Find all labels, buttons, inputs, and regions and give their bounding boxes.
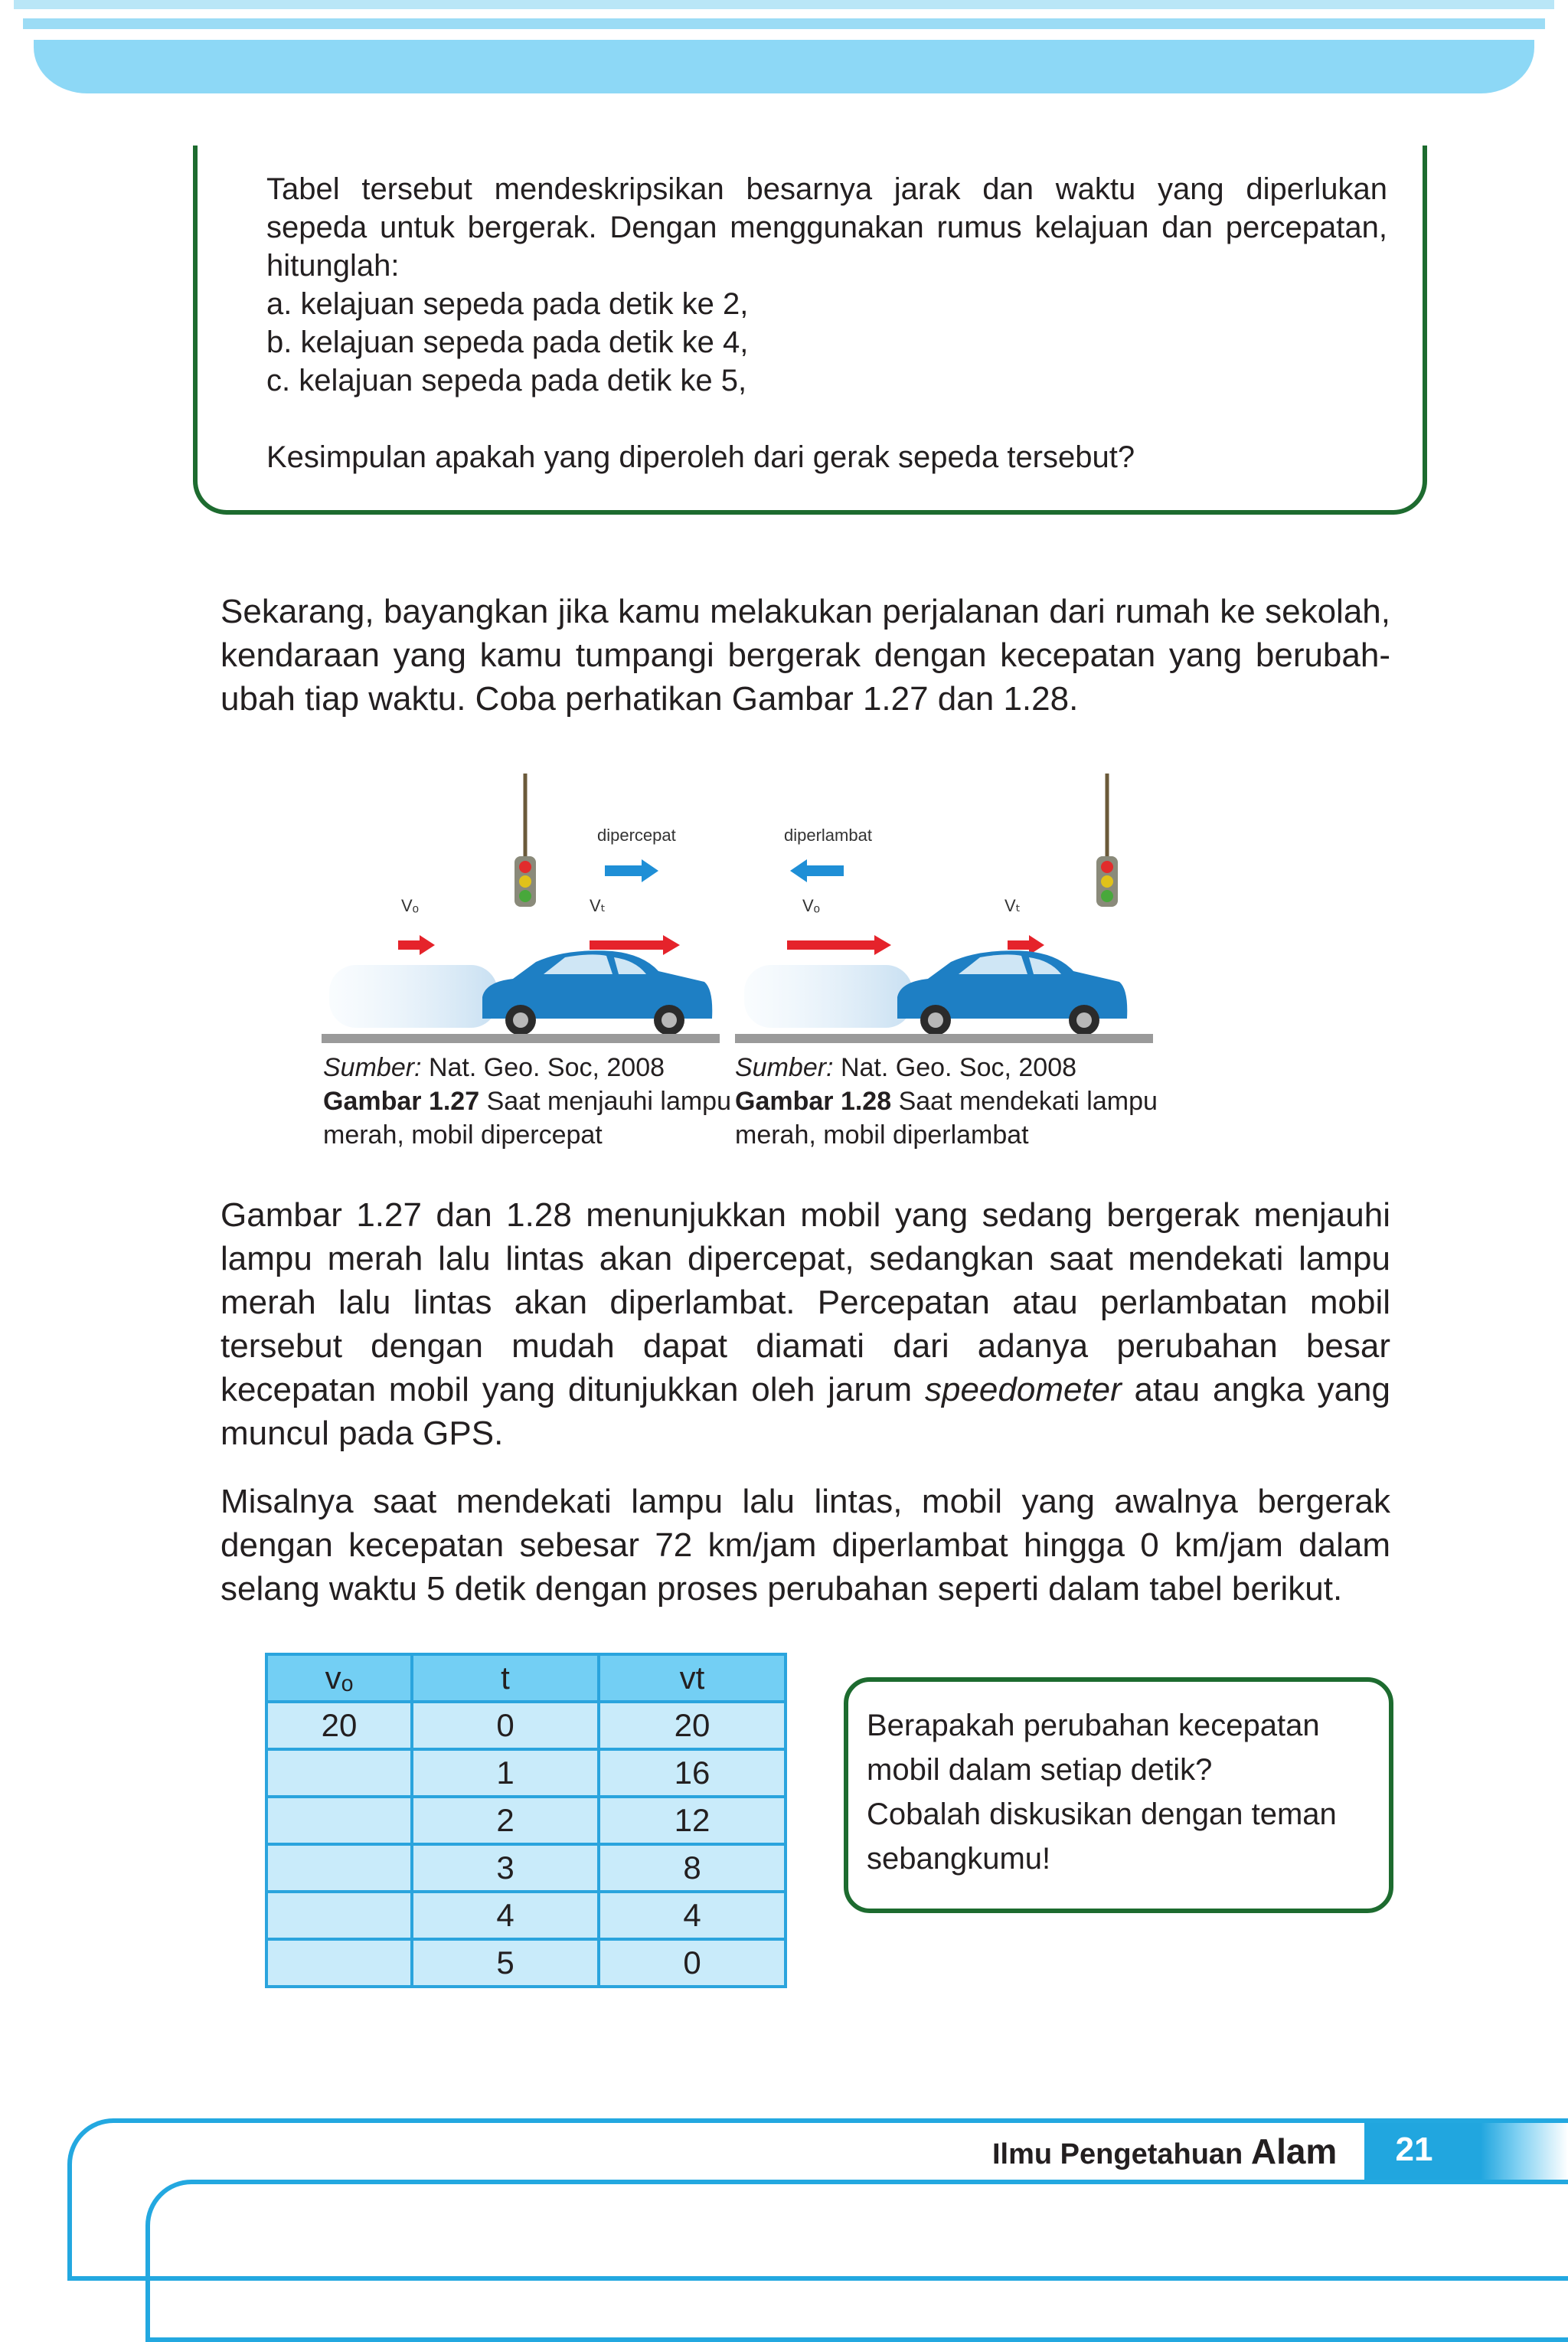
table-cell: [266, 1892, 412, 1939]
table-cell: [266, 1844, 412, 1892]
book-title-big: Alam: [1250, 2131, 1338, 2171]
activity-item: b. kelajuan sepeda pada detik ke 4,: [266, 325, 749, 359]
figure-1-28: [735, 774, 1153, 1049]
discussion-question: Berapakah perubahan kecepatan mobil dalam setiap detik?: [867, 1709, 1320, 1787]
label-v0: Vₒ: [401, 896, 419, 915]
table-cell: 20: [599, 1702, 786, 1749]
table-header-row: [266, 1654, 786, 1702]
explanation-text: [220, 1193, 1390, 1455]
velocity-table: [265, 1653, 787, 1988]
table-cell: 2: [412, 1797, 599, 1844]
page-number: 21: [1395, 2131, 1433, 2168]
label-v0: Vₒ: [802, 896, 820, 915]
label-vt: Vₜ: [590, 896, 606, 915]
table-row: [266, 1892, 786, 1939]
source-text: Nat. Geo. Soc, 2008: [840, 1053, 1077, 1082]
source-text: Nat. Geo. Soc, 2008: [428, 1053, 665, 1082]
table-cell: 20: [266, 1702, 412, 1749]
explanation-part: Gambar 1.27 dan 1.28 menunjukkan mobil yang sedang bergerak menjauhi lampu merah lalu lintas akan dipercepat, sedangkan saat mendekati lampu merah lalu lintas akan diperlambat. Percepatan atau perlambatan mobil tersebut dengan mudah dapat diamati dari adanya perubahan besar kecepatan mobil yang ditunjukkan oleh jarum: [220, 1196, 1390, 1408]
book-title-main: Ilmu Pengetahuan: [992, 2138, 1243, 2170]
header-stripe-middle: [23, 18, 1545, 29]
example-text: [220, 1480, 1390, 1611]
table-cell: 4: [599, 1892, 786, 1939]
label-vt: Vₜ: [1004, 896, 1021, 915]
book-title: [992, 2131, 1337, 2172]
traffic-light-icon: [514, 856, 536, 907]
source-prefix: Sumber:: [323, 1053, 422, 1082]
table-cell: 1: [412, 1749, 599, 1797]
activity-content: [266, 170, 1387, 476]
activity-question: Kesimpulan apakah yang diperoleh dari gerak sepeda tersebut?: [266, 440, 1135, 474]
header-band: [34, 40, 1534, 93]
table-cell: [266, 1939, 412, 1987]
table-cell: 16: [599, 1749, 786, 1797]
activity-item: a. kelajuan sepeda pada detik ke 2,: [266, 287, 749, 321]
table-cell: 12: [599, 1797, 786, 1844]
source-prefix: Sumber:: [735, 1053, 834, 1082]
caption-text: Saat menjauhi lampu merah, mobil dipercepat: [323, 1087, 731, 1150]
explanation-paragraph: [220, 1193, 1390, 1455]
table-cell: 5: [412, 1939, 599, 1987]
table-cell: [266, 1797, 412, 1844]
car-illustration: [322, 774, 1153, 1049]
intro-text: [220, 590, 1390, 721]
discussion-content: [867, 1703, 1372, 1881]
caption-label: Gambar 1.28: [735, 1087, 892, 1116]
footer-frame-inner: [145, 2180, 1568, 2342]
table-row: [266, 1939, 786, 1987]
table-cell: 4: [412, 1892, 599, 1939]
caption-label: Gambar 1.27: [323, 1087, 480, 1116]
speedometer-term: speedometer: [924, 1371, 1122, 1408]
table-cell: 8: [599, 1844, 786, 1892]
caption-1-27: [323, 1051, 752, 1152]
example-paragraph: Misalnya saat mendekati lampu lalu lintas, mobil yang awalnya bergerak dengan kecepatan sebesar 72 km/jam diperlambat hingga 0 km/jam dalam selang waktu 5 detik dengan proses perubahan seperti dalam tabel berikut.: [220, 1483, 1390, 1608]
activity-paragraph: Tabel tersebut mendeskripsikan besarnya jarak dan waktu yang diperlukan sepeda untuk bergerak. Dengan menggunakan rumus kelajuan dan percepatan, hitunglah:: [266, 172, 1387, 283]
traffic-light-icon: [1096, 856, 1118, 907]
table-cell: 3: [412, 1844, 599, 1892]
table-row: [266, 1749, 786, 1797]
table-row: [266, 1702, 786, 1749]
discussion-prompt: Cobalah diskusikan dengan teman sebangkumu!: [867, 1797, 1337, 1876]
table-cell: 0: [412, 1702, 599, 1749]
table-cell: [266, 1749, 412, 1797]
table-cell: 0: [599, 1939, 786, 1987]
table-row: [266, 1844, 786, 1892]
table-row: [266, 1797, 786, 1844]
header-t: t: [412, 1654, 599, 1702]
label-diperlambat: diperlambat: [784, 826, 872, 845]
figure-1-27: [322, 774, 720, 1049]
caption-text: Saat mendekati lampu merah, mobil diperlambat: [735, 1087, 1158, 1150]
intro-paragraph: Sekarang, bayangkan jika kamu melakukan perjalanan dari rumah ke sekolah, kendaraan yang kamu tumpangi bergerak dengan kecepatan yang berubah-ubah tiap waktu. Coba perhatikan Gambar 1.27 dan 1.28.: [220, 593, 1390, 718]
header-stripe-top: [14, 0, 1554, 9]
activity-item: c. kelajuan sepeda pada detik ke 5,: [266, 364, 747, 397]
header-vt: vt: [599, 1654, 786, 1702]
explanation-part: atau angka yang muncul pada GPS.: [220, 1371, 1391, 1452]
caption-1-28: [735, 1051, 1164, 1152]
header-v0: vₒ: [266, 1654, 412, 1702]
label-dipercepat: dipercepat: [597, 826, 676, 845]
